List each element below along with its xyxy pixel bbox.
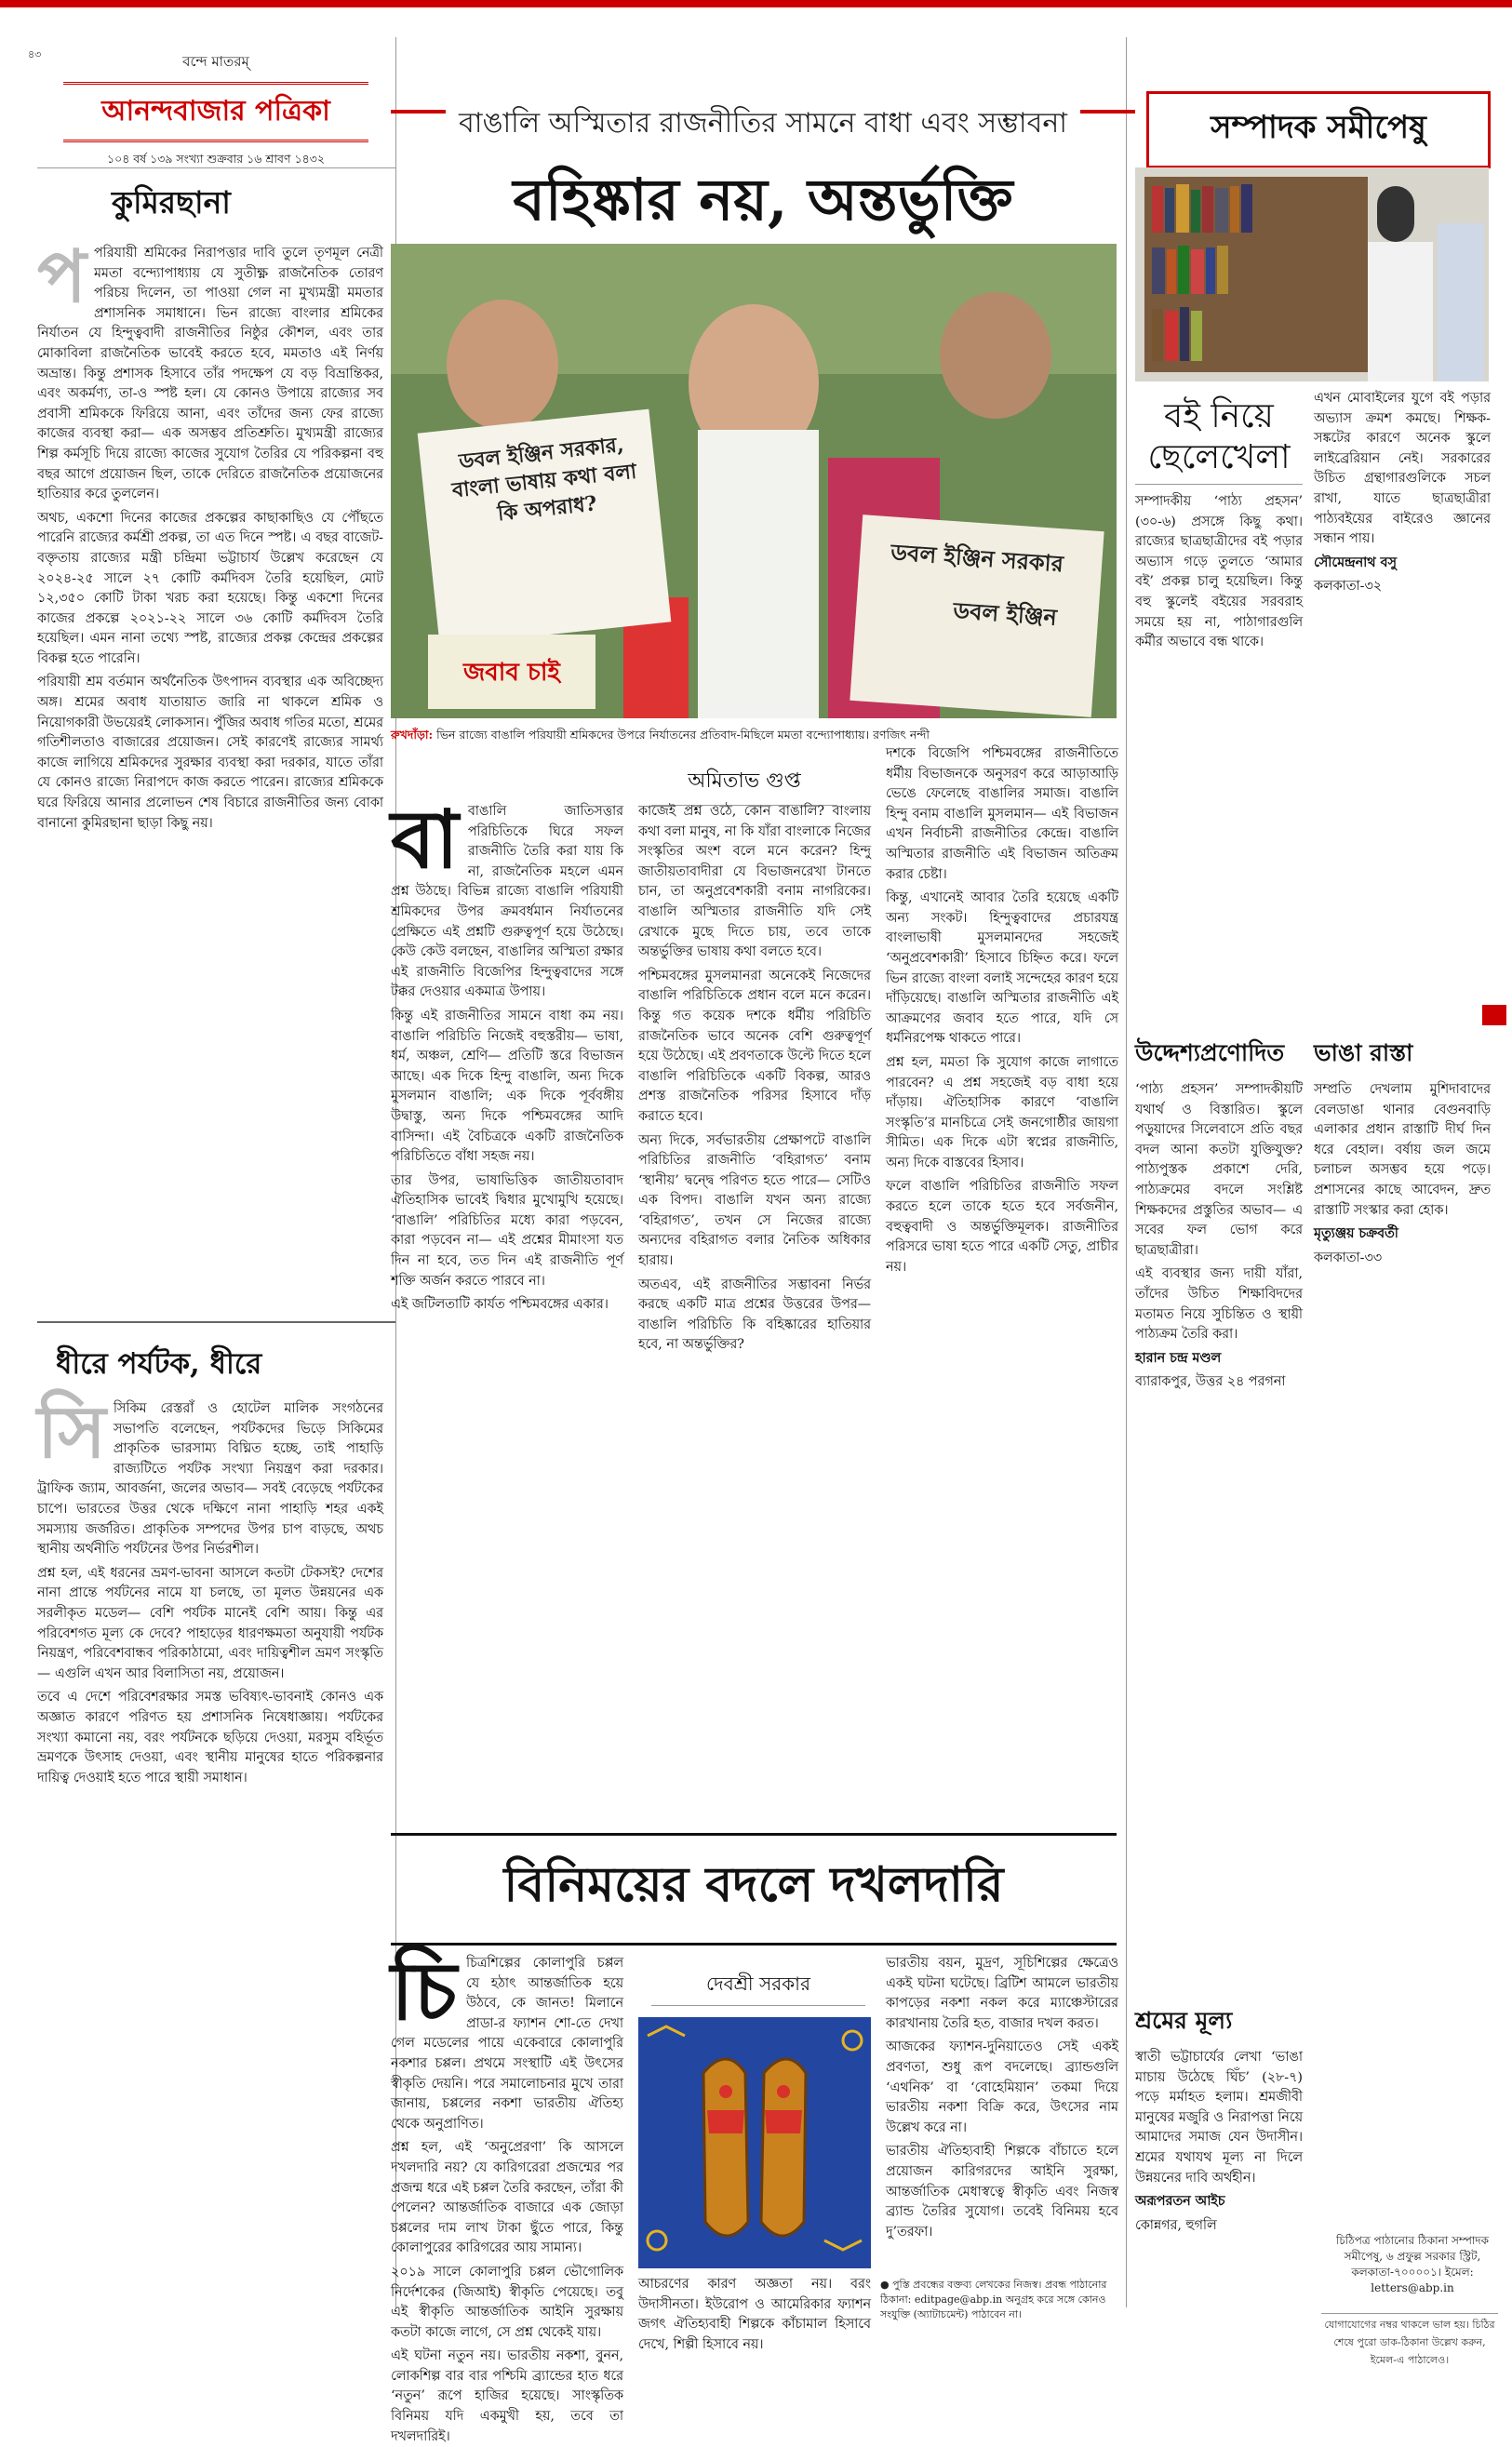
article-paragraph: অন্য দিকে, সর্বভারতীয় প্রেক্ষাপটে বাঙালি পরিচিতির রাজনীতি ‘বহিরাগত’ বনাম ‘স্থানীয়’ দ্বন্দ্বে পরিণত হতে পারে— সেটিও এক বিপদ। বাঙালি যখন অন্য রাজ্যে ‘বহিরাগত’, তখন সে নিজের রাজ্যে অন্যদের বহিরাগত বলার নৈতিক অধিকার হারায়। bbox=[638, 1132, 871, 1269]
editorial-paragraph: প্রশ্ন হল, এই ধরনের ভ্রমণ-ভাবনা আসলে কতটা টেকসই? দেশের নানা প্রান্তে পর্যটনের নামে যা চলছে, তা মূলত উন্নয়নের এক সরলীকৃত মডেল— বেশি পর্যটক মানেই বেশি আয়। কিন্তু এর পরিবেশগত মূল্য কে দেবে? পাহাড়ের ধারণক্ষমতা অনুযায়ী পর্যটক নিয়ন্ত্রণ, পরিবেশবান্ধব পরিকাঠামো, এবং দায়িত্বশীল ভ্রমণ সংস্কৃতি— এগুলি এখন আর বিলাসিতা নয়, প্রয়োজন। bbox=[37, 1565, 383, 1681]
article-paragraph: ভারতীয় বয়ন, মুদ্রণ, সূচিশিল্পের ক্ষেত্রেও একই ঘটনা ঘটেছে। ব্রিটিশ আমলে ভারতীয় কাপড়ের নকশা নকল করে ম্যাঞ্চেস্টারের কারখানায় তৈরি হত, বাজার দখল করত। bbox=[886, 1956, 1118, 2031]
editorial-title: কুমিরছানা bbox=[112, 184, 231, 221]
caption-text: ভিন রাজ্যে বাঙালি পরিযায়ী শ্রমিকদের উপরে নির্যাতনের প্রতিবাদ-মিছিলে মমতা বন্দ্যোপাধ্যায়। রণজিৎ নন্দী bbox=[436, 728, 930, 742]
article-paragraph: ২০১৯ সালে কোলাপুরি চপ্পল ভৌগোলিক নির্দেশকের (জিআই) স্বীকৃতি পেয়েছে। তবু এই স্বীকৃতি আন্তর্জাতিক আইনি সুরক্ষায় কতটা কাজে লাগে, সে প্রশ্ন থেকেই যায়। bbox=[391, 2264, 623, 2340]
letters-note: যোগাযোগের নম্বর থাকলে ভাল হয়। চিঠির শেষে পুরো ডাক-ঠিকানা উল্লেখ করুন, ইমেল-এ পাঠালেও। bbox=[1321, 2313, 1498, 2370]
caption-label: রুখদাঁড়া: bbox=[391, 728, 434, 742]
article-paragraph: কিন্তু এই রাজনীতির সামনে বাধা কম নয়। বাঙালি পরিচিতি নিজেই বহুস্তরীয়— ভাষা, ধর্ম, অঞ্চল, শ্রেণি— প্রতিটি স্তরে বিভাজন আছে। এক দিকে হিন্দু বাঙালি, অন্য দিকে মুসলমান বাঙালি; এক দিকে পূর্ববঙ্গীয় উদ্বাস্তু, অন্য দিকে পশ্চিমবঙ্গের আদি বাসিন্দা। এই বৈচিত্রকে একটি রাজনৈতিক পরিচিতিতে বাঁধা সহজ নয়। bbox=[391, 1008, 623, 1165]
letter-shromer-mulyo bbox=[1135, 1991, 1303, 2317]
article-column-1 bbox=[391, 793, 623, 1807]
article-paragraph: প্রশ্ন হল, এই ‘অনুপ্রেরণা’ কি আসলে দখলদারি নয়? যে কারিগরেরা প্রজন্মের পর প্রজন্ম ধরে এই চপ্পল তৈরি করছেন, তাঁরা কী পেলেন? আন্তর্জাতিক বাজারে এক জোড়া চপ্পলের দাম লাখ টাকা ছুঁতে পারে, কিন্তু কোলাপুরের কারিগরের আয় সামান্য। bbox=[391, 2140, 623, 2256]
letter-title: বই নিয়ে ছেলেখেলা bbox=[1135, 389, 1303, 485]
page-top-bar bbox=[0, 0, 1512, 7]
dropcap: সি bbox=[37, 1390, 106, 1475]
article-paragraph: চিত্রশিল্পের কোলাপুরি চপ্পল যে হঠাৎ আন্তর্জাতিক হয়ে উঠবে, কে জানত! মিলানে প্রাডা-র ফ্যাশন শো-তে দেখা গেল মডেলের পায়ে একেবারে কোলাপুরি নকশার চপ্পল। প্রথমে সংস্থাটি এই উৎসের স্বীকৃতি দেয়নি। পরে সমালোচনার মুখে তারা জানায়, চপ্পলের নকশা ভারতীয় ঐতিহ্য থেকে অনুপ্রাণিত। bbox=[391, 1956, 623, 2132]
article-paragraph: তার উপর, ভাষাভিত্তিক জাতীয়তাবাদ ঐতিহাসিক ভাবেই দ্বিধার মুখোমুখি হয়েছে। ‘বাঙালি’ পরিচিতির মধ্যে কারা পড়বেন, কারা পড়বেন না— এই প্রশ্নের মীমাংসা যত দিন না হবে, তত দিন এই রাজনীতি পূর্ণ শক্তি অর্জন করতে পারবে না। bbox=[391, 1172, 623, 1289]
page-number: ৪৩ bbox=[28, 48, 42, 60]
letter-place: কোন্নগর, হুগলি bbox=[1135, 2217, 1217, 2233]
letter-paragraph: এই ব্যবস্থার জন্য দায়ী যাঁরা, তাঁদের উচিত শিক্ষাবিদদের মতামত নিয়ে সুচিন্তিত ও স্থায়ী পাঠ্যক্রম তৈরি করা। bbox=[1135, 1266, 1303, 1343]
article-paragraph: দশকে বিজেপি পশ্চিমবঙ্গের রাজনীতিতে ধর্মীয় বিভাজনকে অনুসরণ করে আড়াআড়ি ভেঙে ফেলেছে বাঙালির সমাজ। বাঙালি হিন্দু বনাম বাঙালি মুসলমান— এই বিভাজন এখন নির্বাচনী রাজনীতির কেন্দ্রে। বাঙালি অস্মিতার রাজনীতি এই বিভাজন অতিক্রম করার চেষ্টা। bbox=[886, 746, 1118, 882]
letters-address: চিঠিপত্র পাঠানোর ঠিকানা সম্পাদক সমীপেষু, ৬ প্রফুল্ল সরকার স্ট্রিট, কলকাতা-৭০০০০১। ইমেল: letters@abp.in bbox=[1335, 2234, 1490, 2294]
books-photo bbox=[1135, 167, 1489, 381]
column-rule bbox=[1126, 37, 1127, 2307]
newspaper-logo: আনন্দবাজার পত্রিকা bbox=[63, 82, 368, 142]
placard-text: ডবল ইঞ্জিন bbox=[952, 596, 1058, 631]
article2-column-1 bbox=[391, 1945, 623, 2444]
letter-paragraph: ‘পাঠ্য প্রহসন’ সম্পাদকীয়টি যথার্থ ও বিস্তারিত। স্কুলে পড়ুয়াদের সিলেবাসে প্রতি বছর বদল আনা কতটা যুক্তিযুক্ত? পাঠ্যপুস্তক প্রকাশে দেরি, পাঠ্যক্রমের বদলে সংশ্লিষ্ট শিক্ষকদের প্রস্তুতির অভাব— এ সবের ফল ভোগ করে ছাত্রছাত্রীরা। bbox=[1135, 1082, 1303, 1258]
dropcap: বা bbox=[391, 793, 459, 887]
placard-text: ডবল ইঞ্জিন সরকার bbox=[890, 538, 1064, 578]
letter-signer: সৌমেন্দ্রনাথ বসু bbox=[1314, 555, 1397, 570]
article-paragraph: আজকের ফ্যাশন-দুনিয়াতেও সেই একই প্রবণতা, শুধু রূপ বদলেছে। ব্র্যান্ডগুলি ‘এথনিক’ বা ‘বোহেমিয়ান’ তকমা দিয়ে ভারতীয় নকশা বিক্রি করে, উৎসের নাম উল্লেখ করে না। bbox=[886, 2039, 1118, 2135]
divider bbox=[37, 167, 395, 168]
editorial-title: ধীরে পর্যটক, ধীরে bbox=[56, 1347, 262, 1381]
article2-headline: বিনিময়ের বদলে দখলদারি bbox=[391, 1833, 1117, 1946]
editorial-paragraph: তবে এ দেশে পরিবেশরক্ষার সমস্ত ভবিষ্যৎ-ভাবনাই কোনও এক অজ্ঞাত কারণে পরিণত হয় প্রশাসনিক নিষেধাজ্ঞায়। পর্যটকের সংখ্যা কমানো নয়, বরং পর্যটনকে ছড়িয়ে দেওয়া, মরসুম বহির্ভূত ভ্রমণকে উৎসাহ দেওয়া, এবং স্থানীয় মানুষের হাতে পরিকল্পনার দায়িত্ব দেওয়াই হতে পারে স্থায়ী সমাধান। bbox=[37, 1690, 383, 1785]
article-paragraph: এই ঘটনা নতুন নয়। ভারতীয় নকশা, বুনন, লোকশিল্প বার বার পশ্চিমি ব্র্যান্ডের হাত ধরে ‘নতুন’ রূপে হাজির হয়েছে। সাংস্কৃতিক বিনিময় যদি একমুখী হয়, তবে তা দখলদারিই। bbox=[391, 2348, 623, 2444]
article-paragraph: প্রশ্ন হল, মমতা কি সুযোগ কাজে লাগাতে পারবেন? এ প্রশ্ন সহজেই বড় বাধা হয়ে দাঁড়ায়। ঐতিহাসিক কারণে ‘বাঙালি সংস্কৃতি’র মানচিত্রে সেই জনগোষ্ঠীর জায়গা সীমিত। এক দিকে এটা স্বপ্নের রাজনীতি, অন্য দিকে বাস্তবের হিসাব। bbox=[886, 1054, 1118, 1170]
kicker-text: বাঙালি অস্মিতার রাজনীতির সামনে বাধা এবং সম্ভাবনা bbox=[446, 107, 1080, 140]
letter-signer: মৃত্যুঞ্জয় চক্রবর্তী bbox=[1314, 1226, 1398, 1242]
masthead-motto: বন্দে মাতরম্‌ bbox=[182, 53, 249, 70]
placard-text: জবাব চাই bbox=[463, 659, 560, 687]
sandals-icon bbox=[638, 2017, 871, 2268]
letter-place: কলকাতা-৩৩ bbox=[1314, 1250, 1383, 1265]
article-byline: অমিতাভ গুপ্ত bbox=[651, 754, 837, 806]
dropcap: চি bbox=[391, 1945, 458, 2039]
letter-title: উদ্দেশ্যপ্রণোদিত bbox=[1135, 1039, 1285, 1066]
letter-boi-niye bbox=[1135, 389, 1303, 1022]
article-paragraph: ফলে বাঙালি পরিচিতির রাজনীতি সফল করতে হলে তাকে হতে হবে সর্বজনীন, বহুত্ববাদী ও অন্তর্ভুক্তিমূলক। রাজনীতির পরিসরে ভাষা হতে পারে একটি সেতু, প্রাচীর নয়। bbox=[886, 1179, 1118, 1275]
article-paragraph: আচরণের কারণ অজ্ঞতা নয়। বরং উদাসীনতা। ইউরোপ ও আমেরিকার ফ্যাশন জগৎ ঐতিহ্যবাহী শিল্পকে কাঁচামাল হিসাবে দেখে, শিল্পী হিসাবে নয়। bbox=[638, 2277, 871, 2352]
article2-column-3 bbox=[886, 1954, 1118, 2270]
article-paragraph: অতএব, এই রাজনীতির সম্ভাবনা নির্ভর করছে একটি মাত্র প্রশ্নের উত্তরের উপর— বাঙালি পরিচিতি কি বহিষ্কারের হাতিয়ার হবে, না অন্তর্ভুক্তির? bbox=[638, 1277, 871, 1353]
letter-paragraph: স্বাতী ভট্টাচার্যের লেখা ‘ভাঙা মাচায় উঠেছে ঘিঁচ’ (২৮-৭) পড়ে মর্মাহত হলাম। শ্রমজীবী মানুষের মজুরি ও নিরাপত্তা নিয়ে আমাদের সমাজ যেন উদাসীন। শ্রমের যথাযথ মূল্য না দিলে উন্নয়নের দাবি অর্থহীন। bbox=[1135, 2050, 1303, 2186]
article-column-3 bbox=[886, 726, 1118, 1805]
letter-boi-niye-cont bbox=[1314, 389, 1491, 1022]
article2-column-2 bbox=[638, 2275, 871, 2352]
letter-place: কলকাতা-৩২ bbox=[1314, 579, 1383, 595]
article-column-2 bbox=[638, 802, 871, 1807]
masthead bbox=[54, 51, 378, 170]
article-paragraph: ভারতীয় ঐতিহ্যবাহী শিল্পকে বাঁচাতে হলে প্রয়োজন কারিগরদের আইনি সুরক্ষা, আন্তর্জাতিক মেধাস্বত্বে স্বীকৃতি এবং নিজস্ব ব্র্যান্ড তৈরির সুযোগ। তবেই বিনিময় হবে দু’তরফা। bbox=[886, 2144, 1118, 2240]
article-kicker bbox=[409, 100, 1117, 148]
issue-line: ১০৪ বর্ষ ১৩৯ সংখ্যা শুক্রবার ১৬ শ্রাবণ ১৪৩২ bbox=[106, 152, 326, 166]
letter-signer: হারান চন্দ্র মণ্ডল bbox=[1135, 1350, 1222, 1366]
dropcap: প bbox=[37, 234, 87, 319]
letter-uddeshyo bbox=[1135, 1023, 1303, 1954]
protest-photo bbox=[391, 244, 1117, 718]
divider bbox=[37, 1321, 395, 1323]
article-paragraph: বাঙালি জাতিসত্তার পরিচিতিকে ঘিরে সফল রাজনীতি তৈরি করা যায় কি না, রাজনৈতিক মহলে এমন প্রশ্ন উঠছে। বিভিন্ন রাজ্যে বাঙালি পরিযায়ী শ্রমিকদের উপর ক্রমবর্ধমান নির্যাতনের প্রেক্ষিতে এই প্রশ্নটি গুরুত্বপূর্ণ হয়ে উঠেছে। কেউ কেউ বলছেন, বাঙালির অস্মিতা রক্ষার এই রাজনীতি বিজেপির হিন্দুত্ববাদের সঙ্গে টক্কর দেওয়ার একমাত্র উপায়। bbox=[391, 804, 623, 1000]
editorial-dhire-porjotok bbox=[37, 1329, 383, 2306]
op-ed-footnote: ● পুস্তি প্রবন্ধের বক্তব্য লেখকের নিজস্ব। প্রবন্ধ পাঠানোর ঠিকানা: editpage@abp.in অনুগ্রহ করে সঙ্গে কোনও সংযুক্তি (অ্যাটাচমেন্ট) পাঠাবেন না। bbox=[880, 2279, 1107, 2320]
letter-paragraph: সম্পাদকীয় ‘পাঠ্য প্রহসন’ (৩০-৬) প্রসঙ্গে কিছু কথা। রাজ্যের ছাত্রছাত্রীদের বই পড়ার অভ্যাস গড়ে তুলতে ‘আমার বই’ প্রকল্প চালু হয়েছিল। কিন্তু বহু স্কুলেই বইয়ের সরবরাহ সময়ে হয় না, পাঠাগারগুলি কর্মীর অভাবে বন্ধ থাকে। bbox=[1135, 494, 1303, 650]
letter-place: ব্যারাকপুর, উত্তর ২৪ পরগনা bbox=[1135, 1374, 1286, 1390]
editorial-paragraph: পরিযায়ী শ্রম বর্তমান অর্থনৈতিক উৎপাদন ব্যবস্থার এক অবিচ্ছেদ্য অঙ্গ। শ্রমের অবাধ যাতায়াত জারি না থাকলে শ্রমিক ও নিয়োগকারী উভয়েরই লোকসান। পুঁজির অবাধ গতির মতো, শ্রমের গতিশীলতাও বাজারের প্রয়োজন। সেই কারণেই রাজ্যের সামর্থ্য কাজে লাগিয়ে শ্রমিকদের সুরক্ষার ব্যবস্থা করা দরকার, যাতে তাঁরা যে কোনও রাজ্যে নিরাপদে কাজ করতে পারেন। রাজ্যের শ্রমিককে ঘরে ফিরিয়ে আনার প্রলোভন শেষ বিচারে রাজনীতির জন্য বোকা বানানো কুমিরছানা ছাড়া কিছু নয়। bbox=[37, 675, 383, 831]
letter-signer: অরূপরতন আইচ bbox=[1135, 2194, 1225, 2210]
accent-bar bbox=[1482, 1005, 1506, 1025]
letter-title: শ্রমের মূল্য bbox=[1135, 2007, 1233, 2034]
editorial-paragraph: পরিযায়ী শ্রমিকের নিরাপত্তার দাবি তুলে তৃণমূল নেত্রী মমতা বন্দ্যোপাধ্যায় যে সুতীক্ষ্ণ রাজনৈতিক তোরণ পরিচয় দিলেন, তা পাওয়া গেল না মুখ্যমন্ত্রী মমতার প্রশাসনিক সমাধানে। ভিন রাজ্যে বাংলার শ্রমিকের নির্যাতন যে হিন্দুত্ববাদী রাজনীতির নিষ্ঠুর কৌশল, এবং তার মোকাবিলা রাজনৈতিক ভাবেই করতে হবে, মমতাও এই নির্ণয় অভ্রান্ত। কিন্তু প্রশাসক হিসাবে তাঁর পদক্ষেপ যে বড় বিভ্রান্তিকর, এবং অকর্মণ্য, তা-ও স্পষ্ট হল। যে কোনও উপায়ে রাজ্যের সব প্রবাসী শ্রমিককে ফিরিয়ে আনা, এবং তাঁদের জন্য ফের রাজ্যে কাজের ব্যবস্থা করা— এক অসম্ভব প্রতিশ্রুতি। মুখ্যমন্ত্রী রাজ্যের শিল্প কর্মসূচি দিয়ে রাজ্যে কাজের সুযোগ তৈরির যে পরিকল্পনা বহু বছর আগে প্রয়োজন ছিল, তাকে দেরিতে রাজনৈতিক প্রয়োজনের হাতিয়ার করে তুললেন। bbox=[37, 246, 383, 502]
letter-paragraph: সম্প্রতি দেখলাম মুশিদাবাদের বেলডাঙা থানার বেগুনবাড়ি এলাকার প্রধান রাস্তাটি দীর্ঘ দিন ধরে বেহাল। বর্ষায় জল জমে চলাচল অসম্ভব হয়ে পড়ে। প্রশাসনের কাছে আবেদন, দ্রুত রাস্তাটি সংস্কার করা হোক। bbox=[1314, 1082, 1491, 1218]
bookshelf-illustration bbox=[1135, 167, 1489, 381]
article-paragraph: এই জটিলতাটি কার্যত পশ্চিমবঙ্গের একার। bbox=[391, 1297, 609, 1313]
editorial-kumirchhana bbox=[37, 173, 383, 1317]
letter-uddeshyo-cont bbox=[1314, 1023, 1491, 1954]
editorial-paragraph: সিকিম রেস্তরাঁ ও হোটেল মালিক সংগঠনের সভাপতি বলেছেন, পর্যটকদের ভিড়ে সিকিমের প্রাকৃতিক ভারসাম্য বিঘ্নিত হচ্ছে, তাই পাহাড়ি রাজ্যটিতে পর্যটক সংখ্যা নিয়ন্ত্রণ করা দরকার। ট্রাফিক জ্যাম, আবর্জনা, জলের অভাব— সবই বেড়েছে পর্যটকের চাপে। ভারতের উত্তর থেকে দক্ষিণে নানা পাহাড়ি শহর একই সমস্যায় জর্জরিত। প্রাকৃতিক সম্পদের উপর চাপ বাড়ছে, অথচ স্থানীয় অর্থনীতি পর্যটনের উপর নির্ভরশীল। bbox=[37, 1401, 383, 1558]
article-paragraph: কাজেই প্রশ্ন ওঠে, কোন বাঙালি? বাংলায় কথা বলা মানুষ, না কি যাঁরা বাংলাকে নিজের সংস্কৃতির অংশ বলে মনে করেন? হিন্দু জাতীয়তাবাদীরা যে বিভাজনরেখা টানতে চান, তা অনুপ্রবেশকারী বনাম নাগরিকের। বাঙালি অস্মিতার রাজনীতি যদি সেই রেখাকে মুছে দিতে চায়, তবে তাকে অন্তর্ভুক্তির ভাষায় কথা বলতে হবে। bbox=[638, 804, 872, 960]
letters-section-header: সম্পাদক সমীপেষু bbox=[1146, 91, 1491, 168]
placard-text: ডবল ইঞ্জিন সরকার, বাংলা ভাষায় কথা বলা কি অপরাধ? bbox=[450, 432, 638, 527]
editorial-paragraph: অথচ, একশো দিনের কাজের প্রকল্পের কাছাকাছিও যে পৌঁছতে পারেনি রাজ্যের কর্মশ্রী প্রকল্প, তা এত দিনে স্পষ্ট। এ বছর বাজেট-বক্তৃতায় রাজ্যের মন্ত্রী চন্দ্রিমা ভট্টাচার্য উল্লেখ করেছেন যে ২০২৪-২৫ সালে ২৭ কোটি কর্মদিবস তৈরি হয়েছিল, মোট ১২,৩৫০ কোটি টাকা খরচ করা হয়েছে। কিন্তু একশো দিনের কাজের প্রকল্পে ২০২১-২২ সালে ৩৬ কোটি কর্মদিবস তৈরি হয়েছিল। এমন নানা তথ্যে স্পষ্ট, রাজ্যের প্রকল্প কেন্দ্রের প্রকল্পের বিকল্প হতে পারেনি। bbox=[37, 510, 383, 666]
article-headline: বহিষ্কার নয়, অন্তর্ভুক্তি bbox=[513, 166, 1013, 234]
article2-byline: দেবশ্রী সরকার bbox=[651, 1971, 865, 2006]
article-paragraph: কিন্তু, এখানেই আবার তৈরি হয়েছে একটি অন্য সংকট। হিন্দুত্ববাদের প্রচারযন্ত্র বাংলাভাষী মুসলমানদের সহজেই ‘অনুপ্রবেশকারী’ হিসাবে চিহ্নিত করে। ফলে ভিন রাজ্যে বাংলা বলাই সন্দেহের কারণ হয়ে দাঁড়িয়েছে। বাঙালি অস্মিতার রাজনীতি এই আক্রমণের জবাব হতে পারে, যদি সে ধর্মনিরপেক্ষ থাকতে পারে। bbox=[886, 890, 1118, 1047]
kolhapuri-illustration bbox=[638, 2017, 871, 2268]
article-paragraph: পশ্চিমবঙ্গের মুসলমানরা অনেকেই নিজেদের বাঙালি পরিচিতিকে প্রধান বলে মনে করেন। কিন্তু গত কয়েক দশকে ধর্মীয় পরিচিতি রাজনৈতিক ভাবে অনেক বেশি গুরুত্বপূর্ণ হয়ে উঠেছে। এই প্রবণতাকে উল্টে দিতে হলে বাঙালি পরিচিতিকে একটি বিকল্প, আরও প্রশস্ত রাজনৈতিক পরিসর হিসাবে দাঁড় করাতে হবে। bbox=[638, 968, 871, 1124]
letter-paragraph: এখন মোবাইলের যুগে বই পড়ার অভ্যাস ক্রমশ কমছে। শিক্ষক-সঙ্কটের কারণে অনেক স্কুলে লাইব্রেরিয়ান নেই। সরকারের উচিত গ্রন্থাগারগুলিকে সচল রাখা, যাতে ছাত্রছাত্রীরা পাঠ্যবইয়ের বাইরেও জ্ঞানের সন্ধান পায়। bbox=[1314, 391, 1491, 547]
letter-title: ভাঙা রাস্তা bbox=[1314, 1039, 1413, 1066]
